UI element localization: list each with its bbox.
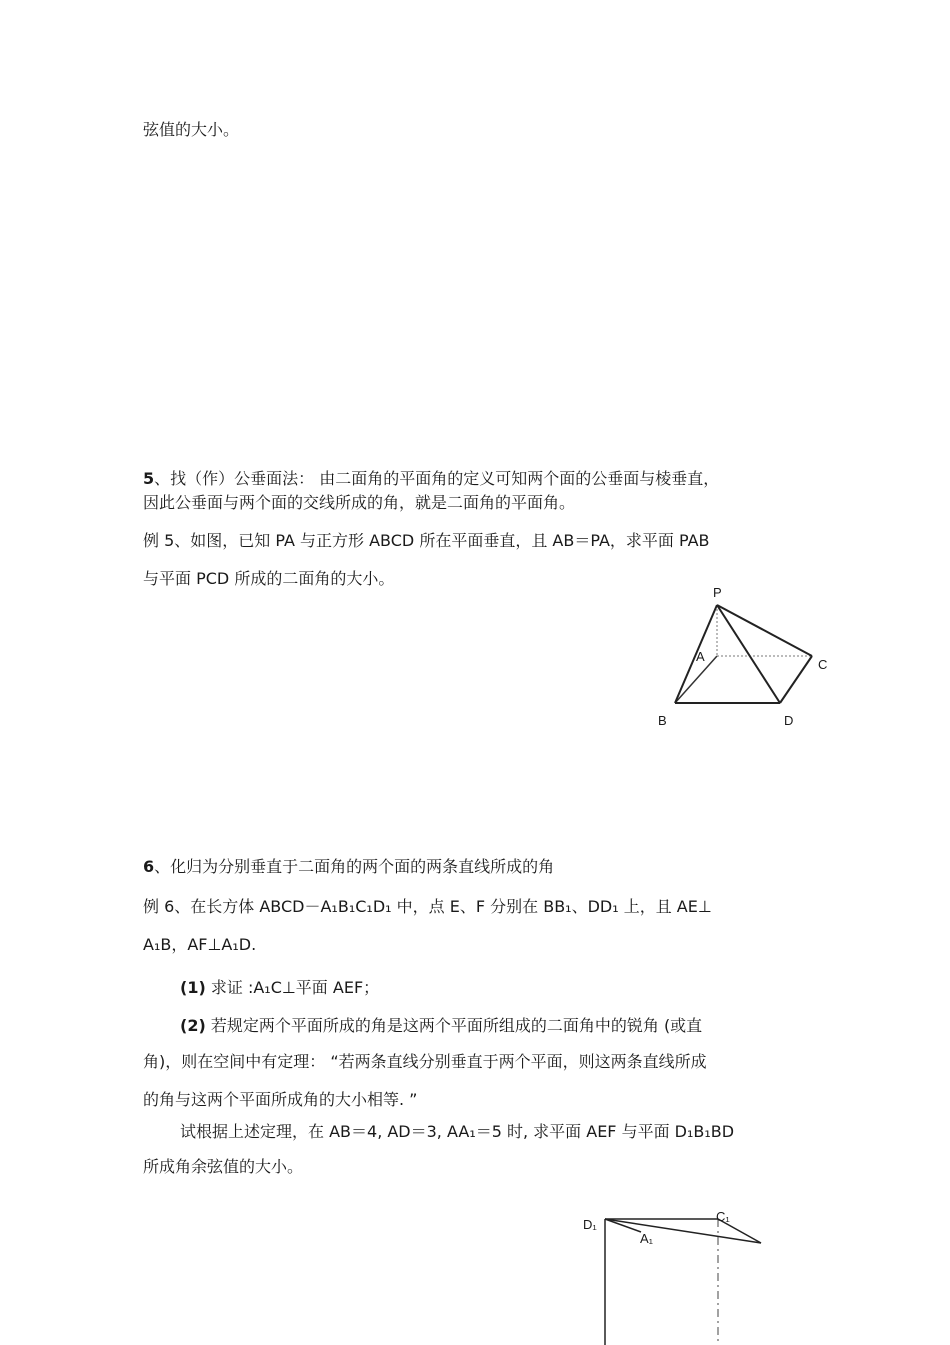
example5-line2: 与平面 PCD 所成的二面角的大小。 xyxy=(143,569,395,588)
section6-number: 6 xyxy=(143,857,155,876)
example6-line1: 例 6、在长方体 ABCD－A₁B₁C₁D₁ 中，点 E、F 分别在 BB₁、DD₁ 上，且 AE⊥ xyxy=(143,897,712,916)
label-D: D xyxy=(784,713,794,728)
section6-line1: 、化归为分别垂直于二面角的两个面的两条直线所成的角 xyxy=(154,857,555,876)
section5-line2: 因此公垂面与两个面的交线所成的角，就是二面角的平面角。 xyxy=(143,493,576,512)
cuboid-figure xyxy=(570,1200,790,1345)
pyramid-figure xyxy=(640,580,840,730)
part2-line1-wrap xyxy=(180,1016,702,1036)
example6-line2: A₁B，AF⊥A₁D. xyxy=(143,935,257,954)
part2-number: (2) xyxy=(180,1016,206,1035)
part1 xyxy=(180,978,379,998)
example5-line1: 例 5、如图，已知 PA 与正方形 ABCD 所在平面垂直，且 AB＝PA，求平面 PAB xyxy=(143,531,710,550)
edge-PD xyxy=(717,605,780,703)
conclusion-line1: 试根据上述定理，在 AB＝4, AD＝3, AA₁＝5 时, 求平面 AEF 与平面 D₁B₁BD xyxy=(180,1122,735,1141)
part2-line2: 角)，则在空间中有定理： “若两条直线分别垂直于两个平面，则这两条直线所成 xyxy=(143,1052,707,1071)
label-A: A xyxy=(696,649,705,664)
section5-number: 5 xyxy=(143,469,155,488)
label-C: C xyxy=(818,657,828,672)
section5-line1: 、找（作）公垂面法： 由二面角的平面角的定义可知两个面的公垂面与棱垂直， xyxy=(154,469,720,488)
label-A1: A₁ xyxy=(640,1231,654,1246)
part2-line1: 若规定两个平面所成的角是这两个平面所组成的二面角中的锐角 (或直 xyxy=(205,1016,703,1035)
section5-heading xyxy=(143,469,719,489)
part2-line3: 的角与这两个平面所成角的大小相等. ” xyxy=(143,1090,418,1109)
label-B: B xyxy=(658,713,667,728)
edge-DC xyxy=(780,656,812,703)
edge-PC xyxy=(717,605,812,656)
part1-number: (1) xyxy=(180,978,206,997)
label-C1: C₁ xyxy=(716,1209,730,1224)
edge-D1-B1-diagonal xyxy=(605,1219,761,1243)
part1-text: 求证 :A₁C⊥平面 AEF； xyxy=(205,978,380,997)
section6-heading xyxy=(143,857,554,877)
label-P: P xyxy=(713,585,722,600)
top-fragment: 弦值的大小。 xyxy=(143,120,240,139)
label-D1: D₁ xyxy=(583,1217,597,1232)
edge-D1-A1 xyxy=(605,1219,641,1232)
conclusion-line2: 所成角余弦值的大小。 xyxy=(143,1157,304,1176)
